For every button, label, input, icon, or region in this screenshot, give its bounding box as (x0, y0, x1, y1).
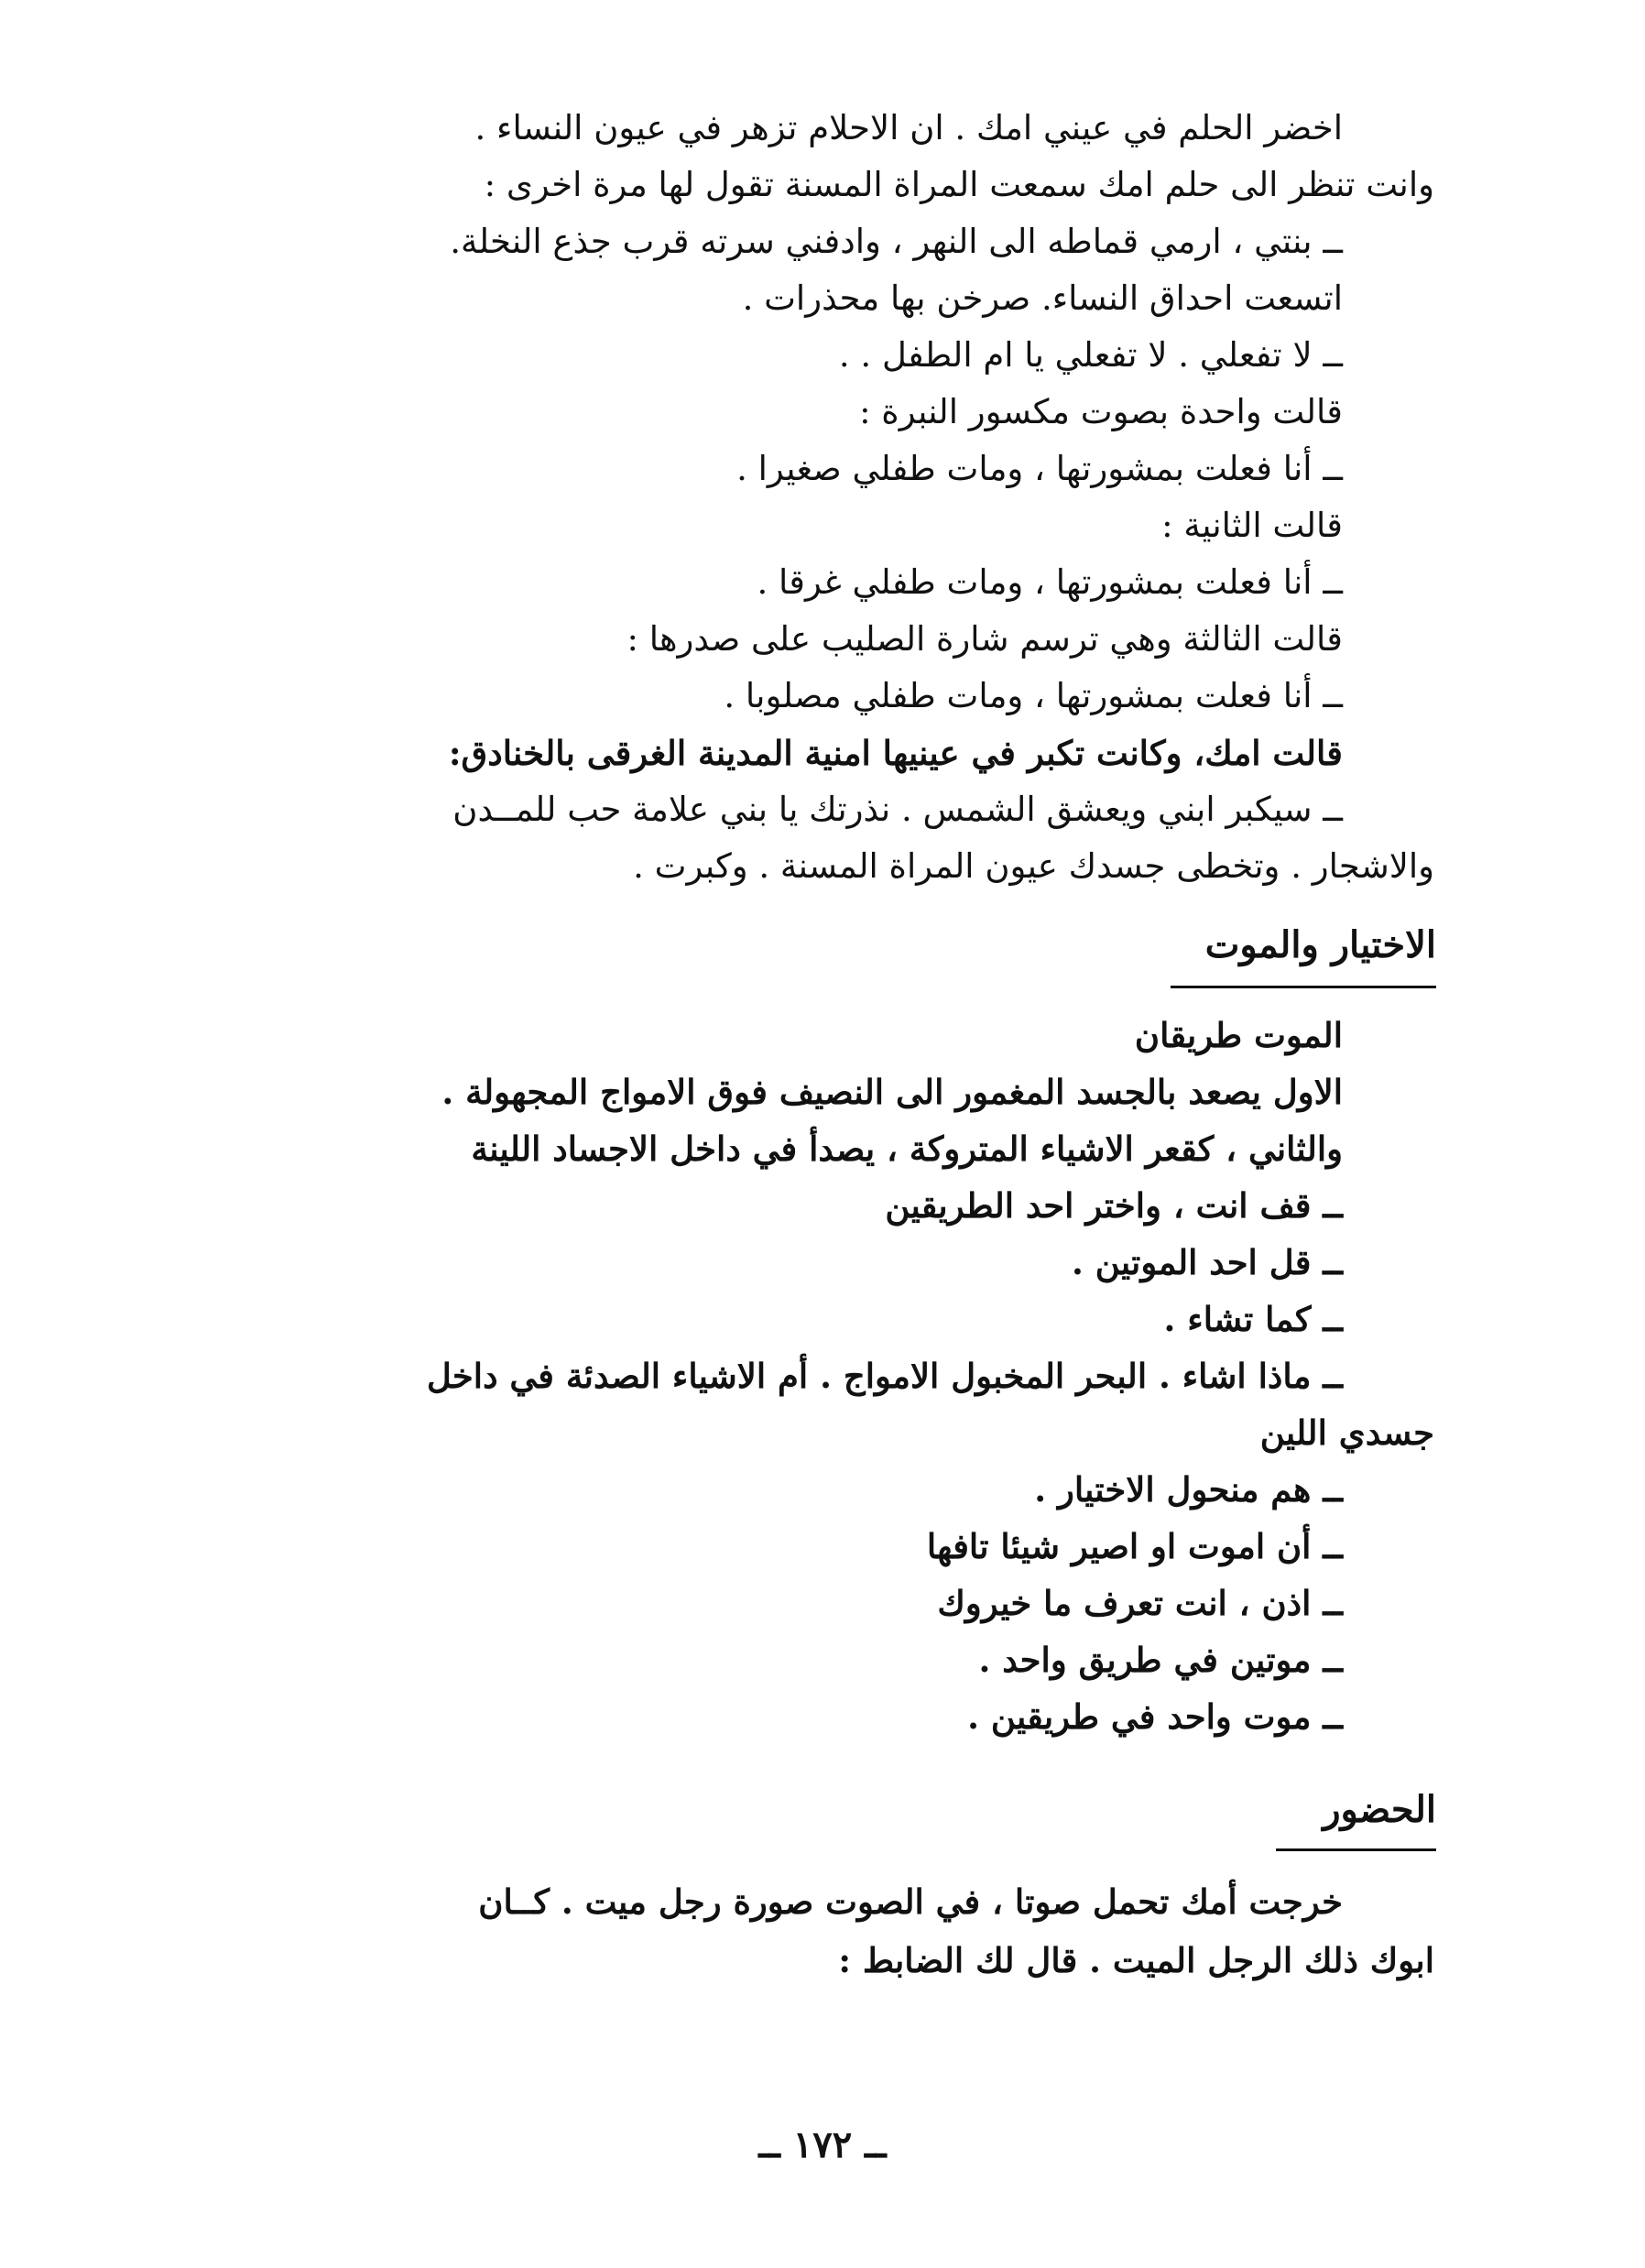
section-title: الاختيار والموت (1204, 923, 1436, 966)
text-line: ــ ماذا اشاء . البحر المخبول الامواج . أم الاشياء الصدئة في داخل (426, 1356, 1343, 1396)
text-line: قالت واحدة بصوت مكسور النبرة : (859, 392, 1343, 431)
text-line: اتسعت احداق النساء. صرخن بها محذرات . (742, 278, 1343, 318)
text-line: والاشجار . وتخطى جسدك عيون المراة المسنة . وكبرت . (633, 846, 1434, 886)
text-line: ــ أنا فعلت بمشورتها ، ومات طفلي صغيرا . (736, 449, 1343, 488)
text-line: ــ سيكبر ابني ويعشق الشمس . نذرتك يا بني علامة حب للمــدن (452, 790, 1343, 829)
text-line: ــ كما تشاء . (1163, 1299, 1343, 1339)
text-line: وانت تنظر الى حلم امك سمعت المراة المسنة تقول لها مرة اخرى : (484, 165, 1434, 204)
title-underline (1276, 1848, 1436, 1851)
text-line: الموت طريقان (1134, 1015, 1343, 1055)
page-number: ــ ١٧٢ ــ (758, 2123, 887, 2166)
text-line: ــ موتين في طريق واحد . (978, 1640, 1343, 1680)
text-line: ــ اذن ، انت تعرف ما خيروك (937, 1583, 1343, 1623)
text-line: ابوك ذلك الرجل الميت . قال لك الضابط : (838, 1940, 1434, 1980)
text-line: ــ أنا فعلت بمشورتها ، ومات طفلي مصلوبا . (724, 676, 1343, 715)
text-line: ــ بنتي ، ارمي قماطه الى النهر ، وادفني سرته قرب جذع النخلة. (450, 222, 1343, 261)
text-line: قالت الثالثة وهي ترسم شارة الصليب على صدرها : (626, 619, 1343, 659)
text-line: والثاني ، كقعر الاشياء المتروكة ، يصدأ في داخل الاجساد اللينة (471, 1129, 1343, 1169)
text-line: ــ قف انت ، واختر احد الطريقين (885, 1185, 1343, 1226)
text-line: قالت الثانية : (1161, 506, 1343, 545)
text-line: ــ موت واحد في طريقين . (967, 1696, 1343, 1737)
text-line: ــ أنا فعلت بمشورتها ، ومات طفلي غرقا . (757, 562, 1343, 602)
text-line: اخضر الحلم في عيني امك . ان الاحلام تزهر في عيون النساء . (474, 108, 1343, 147)
section-title: الحضور (1323, 1788, 1436, 1831)
text-line: ــ قل احد الموتين . (1071, 1242, 1343, 1282)
text-line: الاول يصعد بالجسد المغمور الى النصيف فوق الامواج المجهولة . (441, 1072, 1343, 1112)
text-line: خرجت أمك تحمل صوتا ، في الصوت صورة رجل ميت . كــان (478, 1881, 1343, 1922)
title-underline (1171, 986, 1436, 988)
text-line: ــ هم منحول الاختيار . (1034, 1469, 1343, 1510)
text-line: ــ أن اموت او اصير شيئا تافها (926, 1526, 1343, 1566)
text-line: قالت امك، وكانت تكبر في عينيها امنية المدينة الغرقى بالخنادق: (448, 733, 1343, 773)
text-line: ــ لا تفعلي . لا تفعلي يا ام الطفل . . (838, 335, 1343, 375)
text-line: جسدي اللين (1259, 1412, 1434, 1453)
